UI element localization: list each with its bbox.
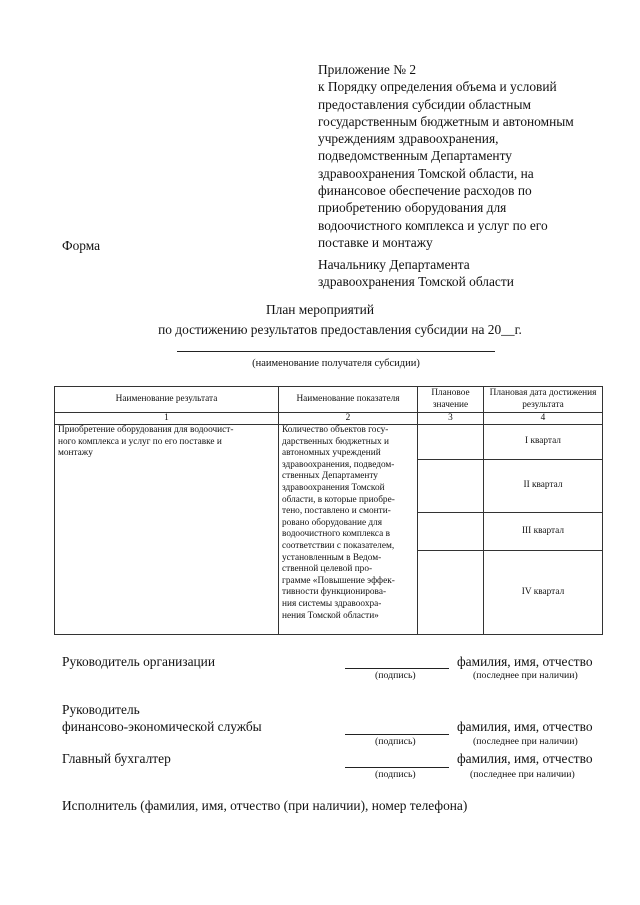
result-line: монтажу [58,448,93,459]
accountant-fio: фамилия, имя, отчество [457,751,593,766]
appendix-line: финансовое обеспечение расходов по [318,183,532,199]
planned-value-cell[interactable] [418,551,484,635]
indicator-line: ния системы здравоохра- [282,598,382,609]
accountant-signature-line[interactable] [345,767,449,768]
indicator-line: грамме «Повышение эффек- [282,575,395,586]
header-planned-value: Плановое значение [418,387,484,413]
head-fio: фамилия, имя, отчество [457,654,593,669]
fio-caption: (последнее при наличии) [470,769,575,780]
finance-label-line2: финансово-экономической службы [62,719,262,734]
plan-table [54,386,603,635]
appendix-line: здравоохранения Томской области, на [318,165,534,181]
indicator-line: соответствии с показателем, [282,540,395,551]
accountant-label: Главный бухгалтер [62,751,171,766]
header-indicator: Наименование показателя [279,387,418,413]
signature-caption: (подпись) [375,769,416,780]
finance-signature-line[interactable] [345,734,449,735]
quarter-cell: IV квартал [484,551,603,635]
indicator-line: тивности функционирова- [282,587,387,598]
executor-line: Исполнитель (фамилия, имя, отчество (при наличии), номер телефона) [62,798,468,813]
planned-value-cell[interactable] [418,425,484,460]
indicator-line: установленным в Ведом- [282,552,382,563]
planned-value-cell[interactable] [418,460,484,513]
form-label: Форма [62,238,101,253]
head-signature-line[interactable] [345,668,449,669]
indicator-line: ственной целевой про- [282,564,373,575]
column-number: 1 [55,413,279,425]
indicator-line: водоочистного комплекса в [282,529,391,540]
appendix-line: поставке и монтажу [318,234,433,250]
document-subtitle: по достижению результатов предоставления субсидии на 20__г. [158,322,522,337]
indicator-line: области, в которые приобре- [282,494,395,505]
table-number-row [55,413,603,425]
appendix-line: учреждениям здравоохранения, [318,131,499,147]
appendix-line: подведомственным Департаменту [318,148,512,164]
result-line: ного комплекса и услуг по его поставке и [58,436,222,447]
indicator-line: ровано оборудование для [282,517,383,528]
appendix-line: Приложение № 2 [318,62,417,77]
table-row [55,425,603,460]
quarter-cell: II квартал [484,460,603,513]
addressee-line: Начальнику Департамента [318,257,470,272]
quarter-cell: III квартал [484,513,603,551]
indicator-line: здравоохранения Томской [282,482,385,493]
column-number: 2 [279,413,418,425]
fio-caption: (последнее при наличии) [473,670,578,681]
document-title: План мероприятий [266,302,374,317]
addressee-line: здравоохранения Томской области [318,274,514,290]
planned-value-cell[interactable] [418,513,484,551]
indicator-line: Количество объектов госу- [282,425,389,435]
column-number: 3 [418,413,484,425]
table-header-row [55,387,603,413]
result-cell [55,425,279,635]
head-label: Руководитель организации [62,654,216,669]
appendix-line: приобретению оборудования для [318,200,507,216]
indicator-line: автономных учреждений [282,448,381,459]
appendix-line: водоочистного комплекса и услуг по его [318,217,548,233]
addressee [318,256,514,291]
indicator-line: нения Томской области» [282,610,379,621]
header-planned-date: Плановая дата достижения результата [484,387,603,413]
indicator-cell [279,425,418,635]
header-result: Наименование результата [55,387,279,413]
result-line: Приобретение оборудования для водоочист- [58,425,234,435]
finance-label-line1: Руководитель [62,702,140,717]
recipient-name-line [177,351,495,352]
indicator-line: дарственных бюджетных и [282,436,389,447]
fio-caption: (последнее при наличии) [473,736,578,747]
appendix-line: к Порядку определения объема и условий [318,79,557,95]
signature-caption: (подпись) [375,670,416,681]
indicator-line: здравоохранения, подведом- [282,459,395,470]
finance-fio: фамилия, имя, отчество [457,719,593,734]
appendix-note [318,61,618,251]
column-number: 4 [484,413,603,425]
signature-caption: (подпись) [375,736,416,747]
appendix-line: предоставления субсидии областным [318,96,531,112]
quarter-cell: I квартал [484,425,603,460]
recipient-caption: (наименование получателя субсидии) [252,358,420,369]
appendix-line: государственным бюджетным и автономным [318,113,574,129]
indicator-line: тено, поставлено и смонти- [282,506,391,517]
indicator-line: ственных Департаменту [282,471,378,482]
